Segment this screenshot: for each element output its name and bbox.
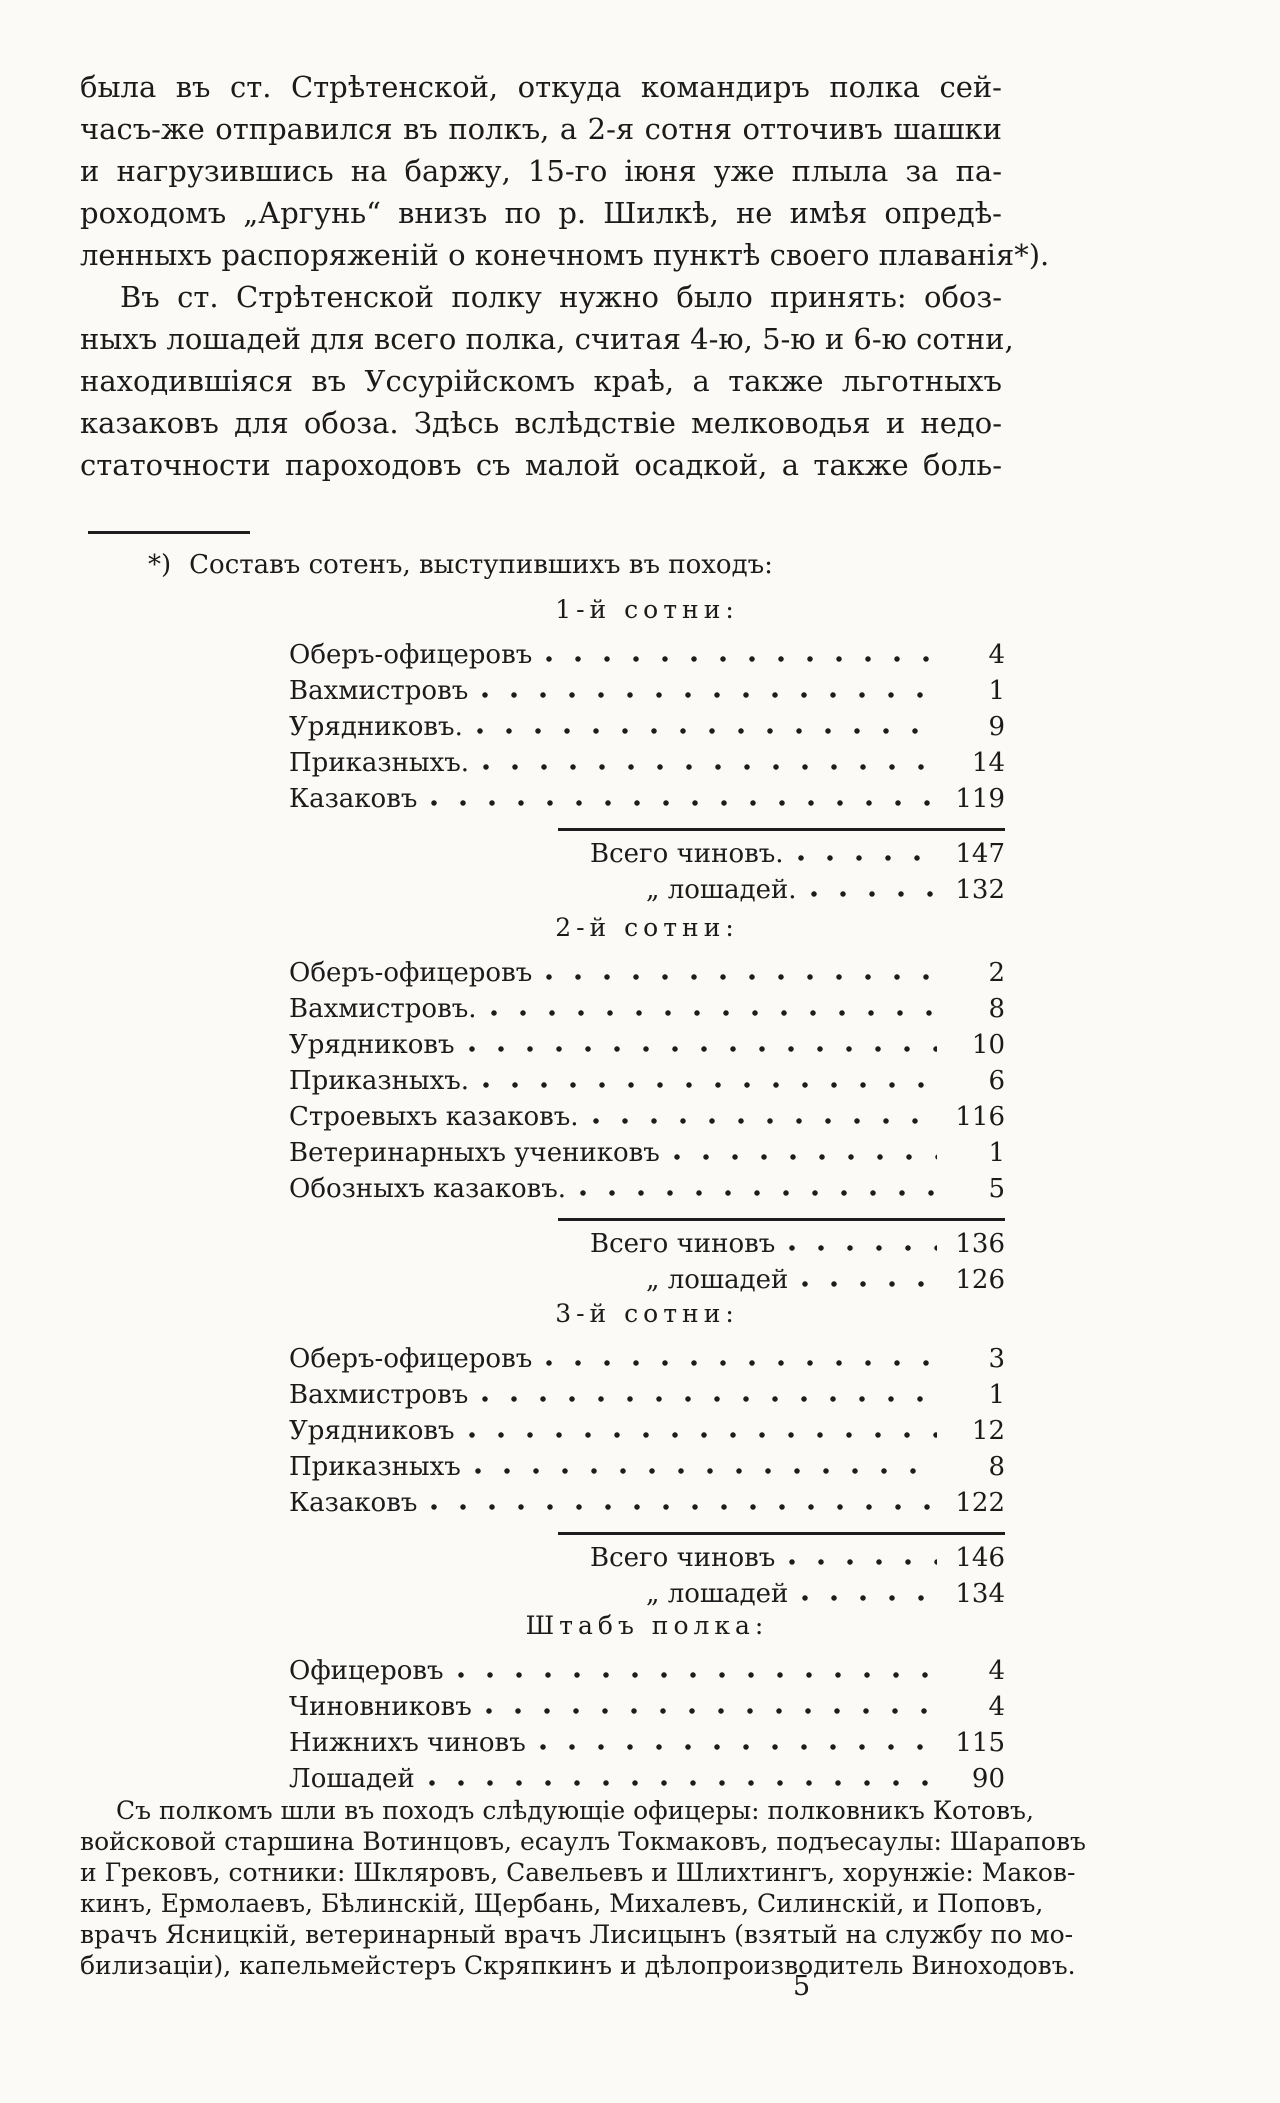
row-value: 2: [988, 958, 1005, 988]
main-text-block: [80, 66, 1050, 486]
body-line: Въ ст. Стрѣтенской полку нужно было принять: обоз-: [120, 280, 1002, 314]
dot-leader: [540, 1740, 937, 1752]
row-label: Вахмистровъ.: [289, 994, 477, 1024]
row-label: Приказныхъ: [289, 1452, 461, 1482]
table-row: [289, 1134, 1005, 1170]
dot-leader: [546, 652, 937, 664]
officers-paragraph: [80, 1795, 1086, 1981]
row-label: Урядниковъ: [289, 1030, 455, 1060]
dot-leader: [482, 688, 937, 700]
row-label: Казаковъ: [289, 1488, 418, 1518]
closing-line: кинъ, Ермолаевъ, Бѣлинскій, Щербань, Михалевъ, Силинскій, и Поповъ,: [80, 1889, 1044, 1918]
closing-line: войсковой старшина Вотинцовъ, есаулъ Токмаковъ, подъесаулы: Шараповъ: [80, 1827, 1086, 1856]
row-value: 146: [955, 1543, 1005, 1573]
table-row: [289, 1760, 1005, 1796]
row-label: Оберъ-офицеровъ: [289, 958, 533, 988]
staff-table: [289, 1608, 1005, 1796]
row-label: Ветеринарныхъ учениковъ: [289, 1138, 660, 1168]
row-label: Урядниковъ: [289, 1416, 455, 1446]
section-heading: 3-й сотни:: [555, 1299, 739, 1328]
row-value: 126: [955, 1265, 1005, 1295]
body-line: и нагрузившись на баржу, 15-го іюня уже плыла за па-: [80, 154, 1002, 188]
table-row: [289, 672, 1005, 708]
dot-leader: [546, 1356, 937, 1368]
row-label: Урядниковъ.: [289, 712, 463, 742]
body-line: находившіяся въ Уссурійскомъ краѣ, а также льготныхъ: [80, 364, 1002, 398]
row-value: 122: [955, 1488, 1005, 1518]
row-value: 1: [988, 676, 1005, 706]
table-row: [289, 1340, 1005, 1376]
row-label: Нижнихъ чиновъ: [289, 1728, 526, 1758]
footnote-marker: *): [148, 550, 172, 580]
row-value: 116: [955, 1102, 1005, 1132]
dot-leader: [482, 1392, 937, 1404]
table-row: [289, 1724, 1005, 1760]
body-line: была въ ст. Стрѣтенской, откуда командиръ полка сей-: [80, 70, 1002, 104]
row-value: 8: [988, 1452, 1005, 1482]
row-value: 147: [955, 839, 1005, 869]
dot-leader: [458, 1668, 937, 1680]
row-value: 1: [988, 1380, 1005, 1410]
row-label: Офицеровъ: [289, 1656, 444, 1686]
row-label: Всего чиновъ: [590, 1229, 776, 1259]
table-row: [289, 1652, 1005, 1688]
dot-leader: [798, 851, 937, 863]
dot-leader: [469, 1428, 937, 1440]
closing-line: Съ полкомъ шли въ походъ слѣдующіе офицеры: полковникъ Котовъ,: [116, 1796, 1034, 1825]
footnote-intro: [148, 549, 773, 581]
row-value: 4: [988, 1656, 1005, 1686]
row-value: 3: [988, 1344, 1005, 1374]
sotnia-1-table: [289, 592, 1005, 907]
body-line: ныхъ лошадей для всего полка, считая 4-ю, 5-ю и 6-ю сотни,: [80, 322, 1014, 356]
section-heading: Штабъ полка:: [525, 1611, 769, 1640]
footnote-intro-text: Составъ сотенъ, выступившихъ въ походъ:: [189, 550, 773, 580]
totals-row: [558, 1225, 1005, 1261]
row-value: 90: [971, 1764, 1005, 1794]
section-heading: 1-й сотни:: [555, 595, 739, 624]
table-row: [289, 708, 1005, 744]
row-label: „ лошадей: [646, 1579, 789, 1609]
row-label: Приказныхъ.: [289, 1066, 470, 1096]
sotnia-3-table: [289, 1296, 1005, 1611]
dot-leader: [477, 724, 937, 736]
row-label: Вахмистровъ: [289, 1380, 469, 1410]
row-label: Казаковъ: [289, 784, 418, 814]
dot-leader: [469, 1042, 937, 1054]
page-number: 5: [793, 1971, 811, 2002]
dot-leader: [789, 1241, 937, 1253]
body-line: часъ-же отправился въ полкъ, а 2-я сотня отточивъ шашки: [80, 112, 1002, 146]
closing-line: и Грековъ, сотники: Шкляровъ, Савельевъ и Шлихтингъ, хорунжіе: Маков-: [80, 1858, 1076, 1887]
row-value: 10: [971, 1030, 1005, 1060]
row-value: 14: [971, 748, 1005, 778]
totals-row: [558, 1261, 1005, 1297]
row-label: Строевыхъ казаковъ.: [289, 1102, 579, 1132]
table-row: [289, 1062, 1005, 1098]
dot-leader: [491, 1006, 937, 1018]
closing-line: врачъ Ясницкій, ветеринарный врачъ Лисицынъ (взятый на службу по мо-: [80, 1920, 1074, 1949]
row-label: „ лошадей.: [646, 875, 797, 905]
table-row: [289, 1098, 1005, 1134]
dot-leader: [486, 1704, 937, 1716]
row-value: 132: [955, 875, 1005, 905]
row-label: Обозныхъ казаковъ.: [289, 1174, 567, 1204]
body-line: роходомъ „Аргунь“ внизъ по р. Шилкѣ, не имѣя опредѣ-: [80, 196, 1002, 230]
totals-block: [558, 1532, 1005, 1611]
row-label: Оберъ-офицеровъ: [289, 640, 533, 670]
footnote-separator: [88, 531, 250, 534]
totals-row: [558, 1575, 1005, 1611]
row-value: 119: [955, 784, 1005, 814]
table-row: [289, 1376, 1005, 1412]
dot-leader: [429, 1776, 937, 1788]
row-value: 4: [988, 1692, 1005, 1722]
body-line: статочности пароходовъ съ малой осадкой, а также боль-: [80, 448, 1002, 482]
table-row: [289, 636, 1005, 672]
table-row: [289, 1170, 1005, 1206]
row-label: Всего чиновъ.: [590, 839, 784, 869]
table-row: [289, 1688, 1005, 1724]
closing-line: билизаціи), капельмейстеръ Скряпкинъ и дѣлопроизводитель Виноходовъ.: [80, 1951, 1076, 1980]
row-value: 8: [988, 994, 1005, 1024]
dot-leader: [789, 1555, 937, 1567]
dot-leader: [483, 1078, 937, 1090]
totals-row: [558, 1539, 1005, 1575]
table-row: [289, 954, 1005, 990]
row-value: 9: [988, 712, 1005, 742]
dot-leader: [580, 1186, 937, 1198]
table-row: [289, 780, 1005, 816]
row-label: Чиновниковъ: [289, 1692, 472, 1722]
dot-leader: [802, 1591, 937, 1603]
row-label: Оберъ-офицеровъ: [289, 1344, 533, 1374]
table-row: [289, 1026, 1005, 1062]
table-row: [289, 744, 1005, 780]
row-value: 12: [971, 1416, 1005, 1446]
dot-leader: [802, 1277, 937, 1289]
row-value: 1: [988, 1138, 1005, 1168]
dot-leader: [475, 1464, 937, 1476]
table-row: [289, 990, 1005, 1026]
row-label: Приказныхъ.: [289, 748, 470, 778]
totals-row: [558, 835, 1005, 871]
sotnia-2-table: [289, 910, 1005, 1297]
section-heading: 2-й сотни:: [555, 913, 739, 942]
row-label: Лошадей: [289, 1764, 415, 1794]
row-value: 6: [988, 1066, 1005, 1096]
totals-block: [558, 828, 1005, 907]
dot-leader: [546, 970, 937, 982]
row-value: 134: [955, 1579, 1005, 1609]
body-line: казаковъ для обоза. Здѣсь вслѣдствіе мелководья и недо-: [80, 406, 1002, 440]
table-row: [289, 1448, 1005, 1484]
dot-leader: [811, 887, 937, 899]
dot-leader: [431, 1500, 937, 1512]
totals-row: [558, 871, 1005, 907]
dot-leader: [483, 760, 937, 772]
dot-leader: [431, 796, 937, 808]
row-label: „ лошадей: [646, 1265, 789, 1295]
totals-block: [558, 1218, 1005, 1297]
row-value: 115: [955, 1728, 1005, 1758]
body-line: ленныхъ распоряженій о конечномъ пунктѣ своего плаванія*).: [80, 238, 1050, 272]
table-row: [289, 1412, 1005, 1448]
dot-leader: [593, 1114, 937, 1126]
row-value: 136: [955, 1229, 1005, 1259]
dot-leader: [674, 1150, 937, 1162]
row-label: Всего чиновъ: [590, 1543, 776, 1573]
row-value: 4: [988, 640, 1005, 670]
row-value: 5: [988, 1174, 1005, 1204]
table-row: [289, 1484, 1005, 1520]
row-label: Вахмистровъ: [289, 676, 469, 706]
